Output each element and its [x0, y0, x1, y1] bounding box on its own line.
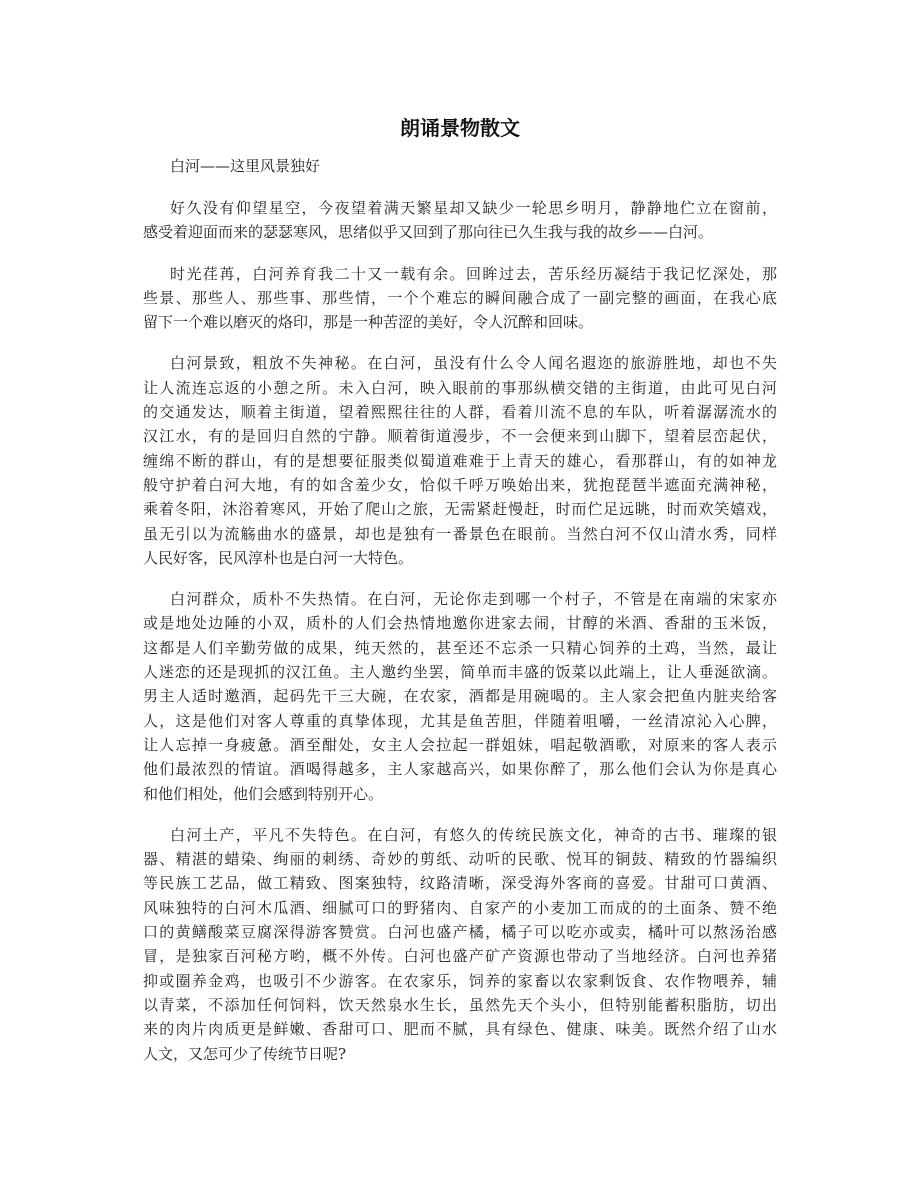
paragraph-line: 或是地处边陲的小双，质朴的人们会热情地邀你进家去闹，甘醇的米酒、香甜的玉米饭，: [143, 614, 777, 633]
paragraph-line: 虽无引以为流觞曲水的盛景，却也是独有一番景色在眼前。当然白河不仅山清水秀，同样: [143, 524, 777, 543]
paragraph-line: 男主人适时邀酒，起码先干三大碗，在农家，酒都是用碗喝的。主人家会把鱼内脏夹给客: [143, 687, 777, 706]
paragraph-line: 抑或圈养金鸡，也吸引不少游客。在农家乐，饲养的家畜以农家剩饭食、农作物喂养，辅: [143, 971, 777, 990]
paragraph-line: 冒，是独家百河秘方哟，概不外传。白河也盛产矿产资源也带动了当地经济。白河也养猪: [143, 947, 777, 966]
paragraph-line: 以青菜，不添加任何饲料，饮天然泉水生长，虽然先天个头小，但特别能蓄积脂肪，切出: [143, 995, 777, 1014]
document-subtitle: 白河——这里风景独好: [170, 157, 321, 175]
paragraph-line: 让人忘掉一身疲惫。酒至酣处，女主人会拉起一群姐妹，唱起敬酒歌，对原来的客人表示: [143, 735, 777, 754]
document-title: 朗诵景物散文: [400, 116, 520, 140]
paragraph-line: 人迷恋的还是现抓的汉江鱼。主人邀约坐罢，简单而丰盛的饭菜以此端上，让人垂涎欲滴。: [143, 663, 777, 682]
paragraph-line: 白河群众，质朴不失热情。在白河，无论你走到哪一个村子，不管是在南端的宋家亦: [170, 590, 777, 609]
paragraph-line: 感受着迎面而来的瑟瑟寒风，思绪似乎又回到了那向往已久生我与我的故乡——白河。: [143, 223, 714, 242]
paragraph-line: 时光荏苒，白河养育我二十又一载有余。回眸过去，苦乐经历凝结于我记忆深处，那: [170, 264, 777, 283]
paragraph-line: 器、精湛的蜡染、绚丽的刺绣、奇妙的剪纸、动听的民歌、悦耳的铜鼓、精致的竹器编织: [143, 850, 777, 869]
document-body: [143, 196, 777, 1083]
paragraph: [143, 823, 777, 1066]
paragraph: [143, 262, 777, 335]
paragraph-line: 乘着冬阳，沐浴着寒风，开始了爬山之旅，无需紧赶慢赶，时而伫足远眺，时而欢笑嬉戏，: [143, 500, 777, 519]
paragraph-line: 的交通发达，顺着主街道，望着熙熙往往的人群，看着川流不息的车队，听着潺潺流水的: [143, 403, 777, 422]
paragraph-line: 白河土产，平凡不失特色。在白河，有悠久的传统民族文化，神奇的古书、璀璨的银: [170, 825, 777, 844]
paragraph-line: 人文，又怎可少了传统节日呢?: [143, 1044, 347, 1063]
paragraph-line: 和他们相处，他们会感到特别开心。: [143, 784, 384, 803]
paragraph: [143, 587, 777, 806]
paragraph-line: 汉江水，有的是回归自然的宁静。顺着街道漫步，不一会便来到山脚下，望着层峦起伏，: [143, 427, 777, 446]
paragraph-line: 他们最浓烈的情谊。酒喝得越多，主人家越高兴，如果你醉了，那么他们会认为你是真心: [143, 760, 777, 779]
paragraph-line: 让人流连忘返的小憩之所。未入白河，映入眼前的事那纵横交错的主街道，由此可见白河: [143, 378, 777, 397]
paragraph: [143, 196, 777, 245]
paragraph-line: 好久没有仰望星空，今夜望着满天繁星却又缺少一轮思乡明月，静静地伫立在窗前，: [170, 199, 777, 217]
paragraph-line: 般守护着白河大地，有的如含羞少女，恰似千呼万唤始出来，犹抱琵琶半遮面充满神秘，: [143, 475, 777, 494]
paragraph-line: 留下一个难以磨灭的烙印，那是一种苦涩的美好，令人沉醉和回味。: [143, 313, 594, 332]
paragraph: [143, 351, 777, 570]
paragraph-line: 白河景致，粗放不失神秘。在白河，虽没有什么令人闻名遐迩的旅游胜地，却也不失: [170, 354, 777, 373]
paragraph-line: 风味独特的白河木瓜酒、细腻可口的野猪肉、自家产的小麦加工而成的的土面条、赞不绝: [143, 898, 777, 917]
paragraph-line: 人民好客，民风淳朴也是白河一大特色。: [143, 548, 414, 567]
paragraph-line: 等民族工艺品，做工精致、图案独特，纹路清晰，深受海外客商的喜爱。甘甜可口黄酒、: [143, 874, 777, 893]
paragraph-line: 口的黄鳝酸菜豆腐深得游客赞赏。白河也盛产橘，橘子可以吃亦或卖，橘叶可以熬汤治感: [143, 923, 777, 942]
paragraph-line: 缠绵不断的群山，有的是想要征服类似蜀道难难于上青天的雄心，看那群山，有的如神龙: [143, 451, 777, 470]
paragraph-line: 这都是人们辛勤劳做的成果，纯天然的，甚至还不忘杀一只精心饲养的土鸡，当然，最让: [143, 638, 777, 657]
paragraph-line: 来的肉片肉质更是鲜嫩、香甜可口、肥而不腻，具有绿色、健康、味美。既然介绍了山水: [143, 1020, 777, 1039]
paragraph-line: 人，这是他们对客人尊重的真挚体现，尤其是鱼苦胆，伴随着咀嚼，一丝清凉沁入心脾，: [143, 711, 777, 730]
paragraph-line: 些景、那些人、那些事、那些情，一个个难忘的瞬间融合成了一副完整的画面，在我心底: [143, 288, 777, 307]
